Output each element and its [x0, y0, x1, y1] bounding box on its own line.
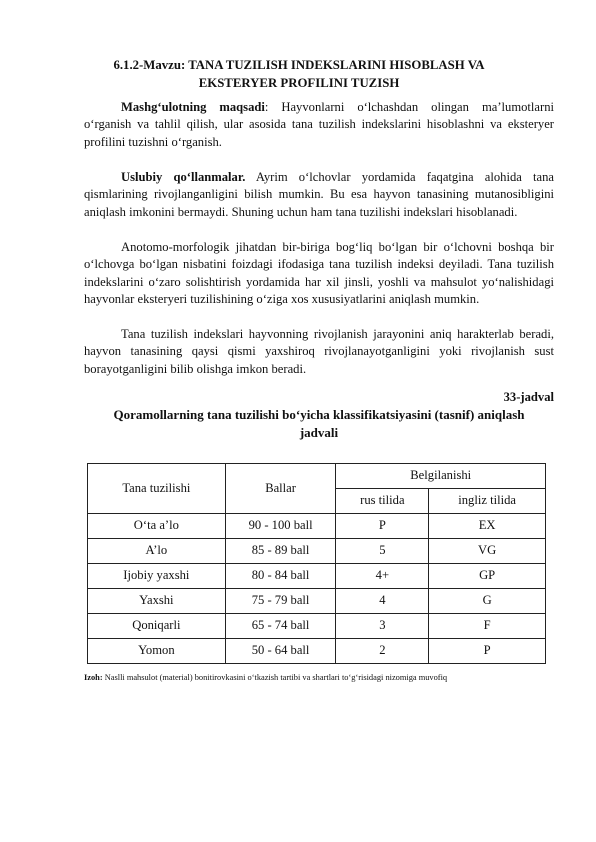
cell-points: 75 - 79 ball — [225, 589, 336, 614]
table-body — [88, 464, 546, 664]
cell-english: GP — [429, 564, 546, 589]
cell-english: EX — [429, 514, 546, 539]
cell-points: 90 - 100 ball — [225, 514, 336, 539]
cell-english: G — [429, 589, 546, 614]
cell-grade: Ijobiy yaxshi — [88, 564, 226, 589]
title-line-1: 6.1.2-Mavzu: TANA TUZILISH INDEKSLARINI HISOBLASH VA — [113, 58, 485, 72]
cell-points: 80 - 84 ball — [225, 564, 336, 589]
cell-english: P — [429, 639, 546, 664]
table-title-line-2: jadvali — [299, 425, 339, 440]
classification-table — [87, 463, 546, 664]
method-label: Uslubiy qo‘llanmalar. — [121, 170, 246, 184]
header-russian: rus tilida — [336, 489, 429, 514]
table-row — [88, 564, 546, 589]
cell-grade: Yomon — [88, 639, 226, 664]
aim-text: : Hayvonlarni o‘lchashdan olingan ma’lumotlarni o‘rganish va tahlil qilish, ular asosida tana tuzilish indekslarini hisoblashni va eksteryer profilini tuzishni o‘rganish. — [84, 100, 554, 149]
index-paragraph: Tana tuzilish indekslari hayvonning rivojlanish jarayonini aniq harakterlab beradi, hayvon tanasining qaysi qismi yaxshiroq rivojlanayotganligini yoki rivojlanish sust borayotganligini bilib olishga imkon beradi. — [84, 327, 554, 376]
table-row — [88, 614, 546, 639]
cell-russian: 5 — [336, 539, 429, 564]
table-title-line-1: Qoramollarning tana tuzilishi bo‘yicha klassifikatsiyasini (tasnif) aniqlash — [113, 407, 525, 422]
page-title — [84, 57, 514, 92]
aim-label: Mashg‘ulotning maqsadi — [121, 100, 265, 114]
cell-points: 65 - 74 ball — [225, 614, 336, 639]
cell-russian: 3 — [336, 614, 429, 639]
footnote-text: Naslli mahsulot (material) bonitirovkasini o‘tkazish tartibi va shartlari to‘g‘risidagi nizomiga muvofiq — [102, 673, 448, 682]
header-english: ingliz tilida — [429, 489, 546, 514]
table-row — [88, 539, 546, 564]
cell-russian: 4+ — [336, 564, 429, 589]
cell-english: VG — [429, 539, 546, 564]
cell-russian: 2 — [336, 639, 429, 664]
footnote — [84, 672, 554, 683]
table-row — [88, 514, 546, 539]
aim-paragraph — [84, 99, 554, 151]
cell-points: 50 - 64 ball — [225, 639, 336, 664]
cell-grade: A’lo — [88, 539, 226, 564]
table-row — [88, 589, 546, 614]
table-header-row — [88, 464, 546, 489]
footnote-label: Izoh: — [84, 673, 103, 682]
method-text: Ayrim o‘lchovlar yordamida faqatgina alohida tana qismlarining rivojlanganligini bilish mumkin. Bu esa hayvon tanasining mutanosibligini aniqlash imkonini bermaydi. Shuning uchun ham tana tuzilishi indekslari hisoblanadi. — [84, 170, 555, 219]
header-points: Ballar — [225, 464, 336, 514]
definition-paragraph: Anotomo-morfologik jihatdan bir-biriga bog‘liq bo‘lgan bir o‘lchovni boshqa bir o‘lchovga bo‘lgan nisbatini foizdagi ifodasiga tana tuzilish indeksi deyiladi. Tana tuzilish indekslarini o‘zaro solishtirish yordamida har xil jinsli, yoshli va mahsulot yo‘nalishidagi hayvonlar eksteryeri tuzilishining o‘ziga xos xususiyatlarini aniqlash mumkin. — [84, 240, 554, 307]
table-number: 33-jadval — [503, 390, 554, 404]
method-paragraph — [84, 169, 554, 221]
table-row — [88, 639, 546, 664]
header-body-structure: Tana tuzilishi — [88, 464, 226, 514]
cell-english: F — [429, 614, 546, 639]
cell-russian: P — [336, 514, 429, 539]
cell-grade: Yaxshi — [88, 589, 226, 614]
header-designation: Belgilanishi — [336, 464, 546, 489]
cell-russian: 4 — [336, 589, 429, 614]
title-line-2: EKSTERYER PROFILINI TUZISH — [198, 75, 400, 90]
table-title — [84, 406, 554, 442]
cell-points: 85 - 89 ball — [225, 539, 336, 564]
cell-grade: Qoniqarli — [88, 614, 226, 639]
cell-grade: O‘ta a’lo — [88, 514, 226, 539]
